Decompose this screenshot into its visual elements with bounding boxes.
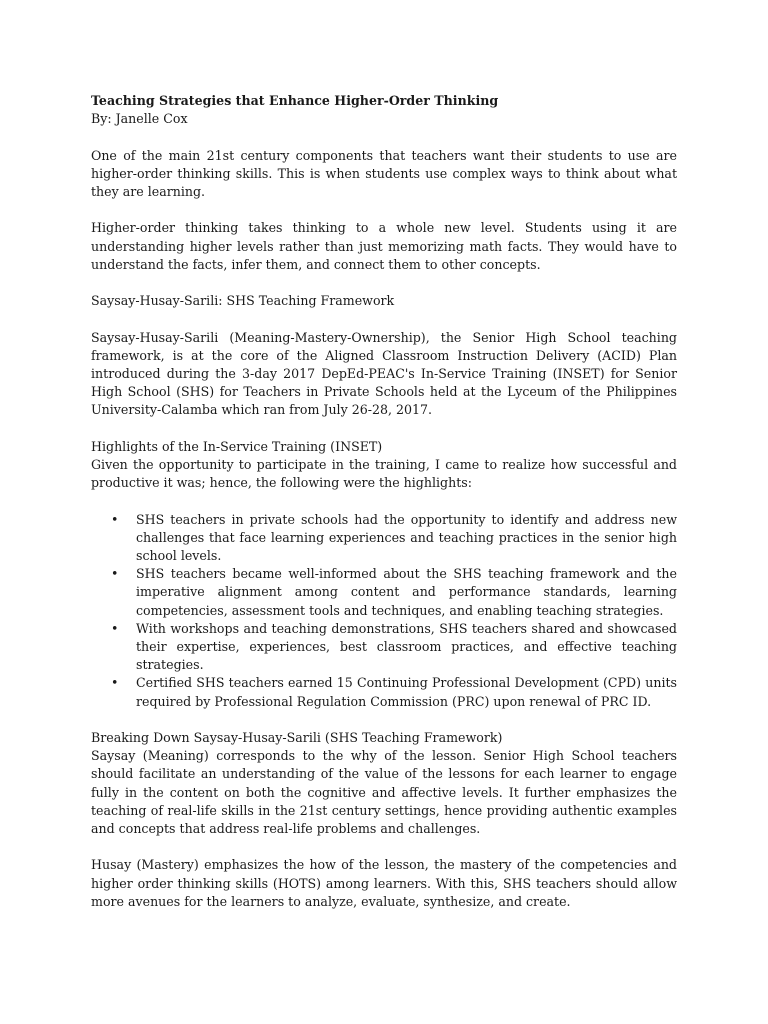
- bullet-icon: •: [111, 566, 119, 582]
- saysay-paragraph: Saysay (Meaning) corresponds to the why of the lesson. Senior High School teachers should facilitate an understanding of the value of the lessons for each learner to engage fully in the content on both the cognitive and affective levels. It further emphasizes the teaching of real-life skills in the 21st century settings, hence providing authentic examples and concepts that address real-life problems and challenges.: [91, 748, 677, 837]
- bullet-icon: •: [111, 675, 119, 691]
- list-item-text: With workshops and teaching demonstrations, SHS teachers shared and showcased their expertise, experiences, best classroom practices, and effective teaching strategies.: [136, 620, 677, 673]
- bullet-icon: •: [111, 620, 119, 636]
- list-item-text: SHS teachers in private schools had the opportunity to identify and address new challenges that face learning experiences and teaching practices in the senior high school levels.: [136, 511, 677, 563]
- list-item: [91, 674, 677, 710]
- highlights-intro-paragraph: Given the opportunity to participate in the training, I came to realize how successful and productive it was; hence, the following were the highlights:: [91, 456, 677, 491]
- framework-paragraph: Saysay-Husay-Sarili (Meaning-Mastery-Ownership), the Senior High School teaching framework, is at the core of the Aligned Classroom Instruction Delivery (ACID) Plan introduced during the 3-day 2017 DepEd-PEAC's In-Service Training (INSET) for Senior High School (SHS) for Teachers in Private Schools held at the Lyceum of the Philippines University-Calamba which ran from July 26-28, 2017.: [91, 329, 677, 418]
- list-item: [91, 620, 677, 675]
- intro-paragraph-1: One of the main 21st century components that teachers want their students to use are higher-order thinking skills. This is when students use complex ways to think about what they are learning.: [91, 147, 677, 199]
- husay-paragraph: Husay (Mastery) emphasizes the how of the lesson, the mastery of the competencies and higher order thinking skills (HOTS) among learners. With this, SHS teachers should allow more avenues for the learners to analyze, evaluate, synthesize, and create.: [91, 857, 677, 909]
- document-page: [91, 92, 677, 929]
- list-item: [91, 511, 677, 566]
- highlights-list: [91, 511, 677, 711]
- list-item-text: SHS teachers became well-informed about the SHS teaching framework and the imperative alignment among content and performance standards, learning competencies, assessment tools and techniques, and enabling teaching strategies.: [136, 566, 677, 618]
- intro-paragraph-2: Higher-order thinking takes thinking to a whole new level. Students using it are understanding higher levels rather than just memorizing math facts. They would have to understand the facts, infer them, and connect them to other concepts.: [91, 220, 677, 272]
- bullet-icon: •: [111, 511, 119, 527]
- framework-heading: Saysay-Husay-Sarili: SHS Teaching Framework: [91, 293, 395, 309]
- document-title: Teaching Strategies that Enhance Higher-Order Thinking: [91, 93, 499, 108]
- author-byline: By: Janelle Cox: [91, 111, 188, 127]
- list-item-text: Certified SHS teachers earned 15 Continuing Professional Development (CPD) units required by Professional Regulation Commission (PRC) upon renewal of PRC ID.: [136, 675, 677, 709]
- breakdown-heading: Breaking Down Saysay-Husay-Sarili (SHS Teaching Framework): [91, 730, 503, 745]
- list-item: [91, 565, 677, 620]
- highlights-heading: Highlights of the In-Service Training (INSET): [91, 438, 383, 454]
